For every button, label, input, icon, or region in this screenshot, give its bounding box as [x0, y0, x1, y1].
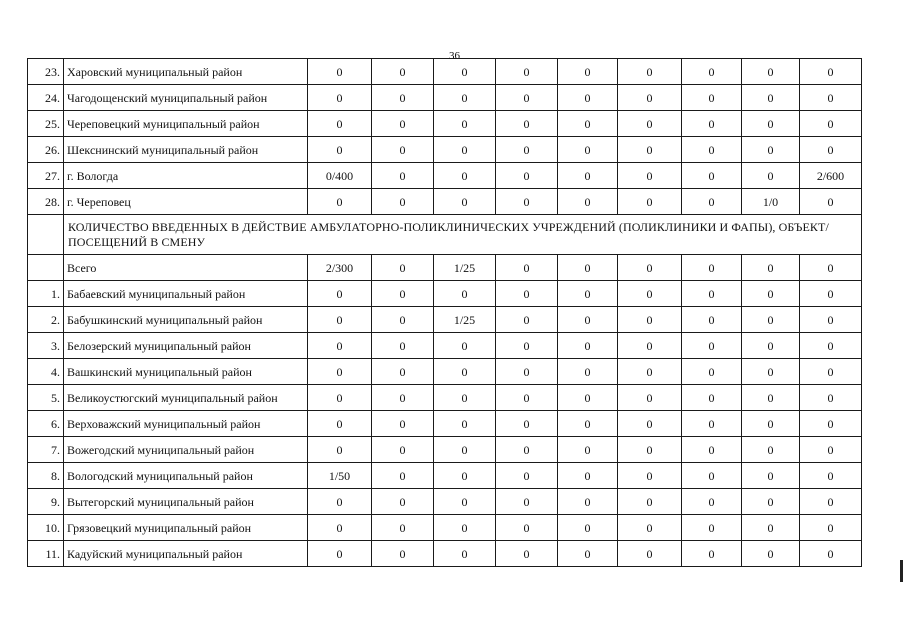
value-cell: 0 [372, 489, 434, 515]
value-cell: 0 [742, 163, 800, 189]
value-cell: 0 [434, 137, 496, 163]
row-number: 26. [28, 137, 64, 163]
value-cell: 0 [618, 281, 682, 307]
table-row [28, 163, 862, 189]
table-row [28, 411, 862, 437]
value-cell: 0 [496, 137, 558, 163]
row-number: 28. [28, 189, 64, 215]
row-name: г. Череповец [64, 189, 308, 215]
row-name: Череповецкий муниципальный район [64, 111, 308, 137]
value-cell: 0 [558, 163, 618, 189]
row-name: Всего [64, 255, 308, 281]
value-cell: 0 [800, 137, 862, 163]
value-cell: 0 [682, 137, 742, 163]
value-cell: 0 [800, 515, 862, 541]
value-cell: 0 [558, 255, 618, 281]
value-cell: 0 [496, 255, 558, 281]
value-cell: 2/300 [308, 255, 372, 281]
table-row [28, 385, 862, 411]
value-cell: 0 [682, 359, 742, 385]
value-cell: 0 [742, 515, 800, 541]
value-cell: 0 [372, 515, 434, 541]
row-number [28, 255, 64, 281]
value-cell: 0 [496, 515, 558, 541]
value-cell: 0 [618, 189, 682, 215]
value-cell: 0 [800, 281, 862, 307]
table-row [28, 111, 862, 137]
table-row [28, 307, 862, 333]
value-cell: 0 [618, 255, 682, 281]
value-cell: 0 [800, 489, 862, 515]
value-cell: 0 [496, 463, 558, 489]
table-row [28, 255, 862, 281]
row-number: 9. [28, 489, 64, 515]
value-cell: 0 [372, 333, 434, 359]
value-cell: 0 [558, 307, 618, 333]
section-header [28, 215, 862, 255]
table-row [28, 189, 862, 215]
table-row [28, 333, 862, 359]
value-cell: 0 [372, 189, 434, 215]
value-cell: 0 [308, 333, 372, 359]
value-cell: 0 [434, 489, 496, 515]
value-cell: 0 [618, 463, 682, 489]
table-row [28, 437, 862, 463]
value-cell: 0 [434, 163, 496, 189]
row-number: 1. [28, 281, 64, 307]
value-cell: 0 [308, 515, 372, 541]
table-body-top [28, 59, 862, 215]
row-number: 11. [28, 541, 64, 567]
table-body-bottom [28, 281, 862, 567]
value-cell: 0 [618, 437, 682, 463]
value-cell: 0 [496, 359, 558, 385]
value-cell: 0 [372, 137, 434, 163]
row-number: 8. [28, 463, 64, 489]
value-cell: 0 [434, 411, 496, 437]
value-cell: 0 [742, 255, 800, 281]
row-number: 10. [28, 515, 64, 541]
data-table [27, 58, 862, 567]
value-cell: 0 [682, 515, 742, 541]
table-row [28, 85, 862, 111]
value-cell: 0 [800, 333, 862, 359]
value-cell: 0 [372, 463, 434, 489]
value-cell: 0 [308, 437, 372, 463]
row-number: 6. [28, 411, 64, 437]
value-cell: 0 [558, 515, 618, 541]
value-cell: 0 [496, 307, 558, 333]
value-cell: 0 [742, 137, 800, 163]
value-cell: 0 [434, 437, 496, 463]
value-cell: 0 [372, 437, 434, 463]
table-row [28, 59, 862, 85]
value-cell: 0 [372, 541, 434, 567]
value-cell: 0 [372, 411, 434, 437]
value-cell: 0 [434, 541, 496, 567]
value-cell: 0 [618, 163, 682, 189]
row-number: 5. [28, 385, 64, 411]
value-cell: 0 [682, 59, 742, 85]
row-name: г. Вологда [64, 163, 308, 189]
value-cell: 0 [682, 111, 742, 137]
value-cell: 0 [308, 189, 372, 215]
row-name: Верховажский муниципальный район [64, 411, 308, 437]
value-cell: 0 [558, 137, 618, 163]
value-cell: 0 [372, 255, 434, 281]
value-cell: 0 [618, 111, 682, 137]
row-name: Харовский муниципальный район [64, 59, 308, 85]
value-cell: 0 [800, 111, 862, 137]
value-cell: 0 [682, 541, 742, 567]
value-cell: 0 [496, 59, 558, 85]
value-cell: 1/0 [742, 189, 800, 215]
value-cell: 0 [618, 541, 682, 567]
value-cell: 0 [434, 189, 496, 215]
value-cell: 0 [558, 359, 618, 385]
value-cell: 0 [308, 137, 372, 163]
value-cell: 0 [682, 85, 742, 111]
value-cell: 0 [558, 111, 618, 137]
value-cell: 0 [558, 489, 618, 515]
value-cell: 0 [742, 541, 800, 567]
table-row [28, 463, 862, 489]
value-cell: 0 [434, 85, 496, 111]
row-number: 4. [28, 359, 64, 385]
value-cell: 0 [558, 385, 618, 411]
value-cell: 0 [496, 541, 558, 567]
value-cell: 0 [372, 59, 434, 85]
value-cell: 0 [618, 515, 682, 541]
value-cell: 0 [742, 59, 800, 85]
value-cell: 0 [434, 463, 496, 489]
value-cell: 0 [742, 463, 800, 489]
value-cell: 0 [372, 307, 434, 333]
table-row [28, 137, 862, 163]
value-cell: 0 [496, 85, 558, 111]
row-name: Кадуйский муниципальный район [64, 541, 308, 567]
value-cell: 0 [800, 411, 862, 437]
value-cell: 0 [618, 385, 682, 411]
value-cell: 0 [308, 541, 372, 567]
value-cell: 0 [618, 359, 682, 385]
value-cell: 0 [372, 359, 434, 385]
row-number: 27. [28, 163, 64, 189]
value-cell: 0 [434, 333, 496, 359]
value-cell: 0 [308, 111, 372, 137]
value-cell: 0 [618, 489, 682, 515]
value-cell: 2/600 [800, 163, 862, 189]
row-name: Бабаевский муниципальный район [64, 281, 308, 307]
value-cell: 0 [308, 489, 372, 515]
section-title: КОЛИЧЕСТВО ВВЕДЕННЫХ В ДЕЙСТВИЕ АМБУЛАТОРНО-ПОЛИКЛИНИЧЕСКИХ УЧРЕЖДЕНИЙ (ПОЛИКЛИНИКИ И ФАПЫ), ОБЪЕКТ/ПОСЕЩЕНИЙ В СМЕНУ [64, 215, 862, 255]
value-cell: 0 [742, 385, 800, 411]
value-cell: 0 [496, 189, 558, 215]
value-cell: 0 [496, 385, 558, 411]
value-cell: 0 [558, 437, 618, 463]
table-row [28, 281, 862, 307]
row-number: 25. [28, 111, 64, 137]
value-cell: 0 [308, 281, 372, 307]
value-cell: 0 [682, 333, 742, 359]
value-cell: 0 [308, 307, 372, 333]
value-cell: 0 [800, 59, 862, 85]
value-cell: 0 [496, 281, 558, 307]
row-number: 24. [28, 85, 64, 111]
page-number: 36 [449, 50, 460, 62]
value-cell: 0 [372, 163, 434, 189]
value-cell: 0/400 [308, 163, 372, 189]
value-cell: 0 [682, 163, 742, 189]
value-cell: 0 [434, 385, 496, 411]
value-cell: 0 [742, 411, 800, 437]
value-cell: 0 [682, 281, 742, 307]
value-cell: 0 [682, 463, 742, 489]
value-cell: 0 [434, 59, 496, 85]
table-body-total [28, 255, 862, 281]
value-cell: 0 [742, 281, 800, 307]
row-name: Вожегодский муниципальный район [64, 437, 308, 463]
row-name: Вытегорский муниципальный район [64, 489, 308, 515]
value-cell: 0 [618, 333, 682, 359]
value-cell: 0 [682, 307, 742, 333]
value-cell: 0 [558, 333, 618, 359]
value-cell: 0 [558, 189, 618, 215]
value-cell: 0 [682, 255, 742, 281]
value-cell: 0 [800, 437, 862, 463]
value-cell: 0 [800, 307, 862, 333]
value-cell: 0 [800, 385, 862, 411]
table-row [28, 359, 862, 385]
section-title-number-cell [28, 215, 64, 255]
value-cell: 0 [434, 515, 496, 541]
value-cell: 0 [682, 411, 742, 437]
value-cell: 0 [496, 111, 558, 137]
value-cell: 0 [496, 437, 558, 463]
value-cell: 0 [618, 59, 682, 85]
row-name: Бабушкинский муниципальный район [64, 307, 308, 333]
value-cell: 0 [618, 85, 682, 111]
value-cell: 0 [558, 85, 618, 111]
value-cell: 0 [308, 59, 372, 85]
row-number: 23. [28, 59, 64, 85]
value-cell: 0 [742, 359, 800, 385]
value-cell: 0 [308, 85, 372, 111]
value-cell: 0 [742, 333, 800, 359]
value-cell: 0 [742, 307, 800, 333]
value-cell: 0 [618, 137, 682, 163]
value-cell: 0 [682, 189, 742, 215]
table-row [28, 515, 862, 541]
row-name: Вашкинский муниципальный район [64, 359, 308, 385]
value-cell: 0 [742, 85, 800, 111]
value-cell: 0 [308, 385, 372, 411]
value-cell: 0 [558, 281, 618, 307]
value-cell: 0 [618, 411, 682, 437]
value-cell: 0 [496, 489, 558, 515]
table-row [28, 489, 862, 515]
row-name: Великоустюгский муниципальный район [64, 385, 308, 411]
value-cell: 0 [308, 359, 372, 385]
row-name: Чагодощенский муниципальный район [64, 85, 308, 111]
value-cell: 0 [800, 463, 862, 489]
scan-edge-mark [900, 560, 903, 582]
value-cell: 0 [742, 489, 800, 515]
value-cell: 0 [434, 359, 496, 385]
value-cell: 1/25 [434, 255, 496, 281]
row-name: Шекснинский муниципальный район [64, 137, 308, 163]
value-cell: 0 [800, 359, 862, 385]
value-cell: 0 [372, 111, 434, 137]
value-cell: 0 [372, 85, 434, 111]
value-cell: 0 [308, 411, 372, 437]
value-cell: 0 [742, 437, 800, 463]
value-cell: 1/25 [434, 307, 496, 333]
value-cell: 0 [800, 541, 862, 567]
value-cell: 0 [558, 59, 618, 85]
value-cell: 0 [800, 189, 862, 215]
value-cell: 0 [558, 463, 618, 489]
value-cell: 0 [800, 85, 862, 111]
value-cell: 0 [434, 111, 496, 137]
value-cell: 0 [742, 111, 800, 137]
value-cell: 0 [800, 255, 862, 281]
value-cell: 0 [372, 385, 434, 411]
value-cell: 0 [496, 333, 558, 359]
value-cell: 0 [558, 411, 618, 437]
value-cell: 0 [682, 489, 742, 515]
row-number: 7. [28, 437, 64, 463]
value-cell: 0 [682, 437, 742, 463]
value-cell: 0 [618, 307, 682, 333]
row-name: Вологодский муниципальный район [64, 463, 308, 489]
value-cell: 0 [558, 541, 618, 567]
value-cell: 1/50 [308, 463, 372, 489]
value-cell: 0 [372, 281, 434, 307]
row-number: 3. [28, 333, 64, 359]
row-name: Белозерский муниципальный район [64, 333, 308, 359]
row-number: 2. [28, 307, 64, 333]
value-cell: 0 [496, 163, 558, 189]
value-cell: 0 [434, 281, 496, 307]
table-row [28, 541, 862, 567]
value-cell: 0 [496, 411, 558, 437]
value-cell: 0 [682, 385, 742, 411]
row-name: Грязовецкий муниципальный район [64, 515, 308, 541]
